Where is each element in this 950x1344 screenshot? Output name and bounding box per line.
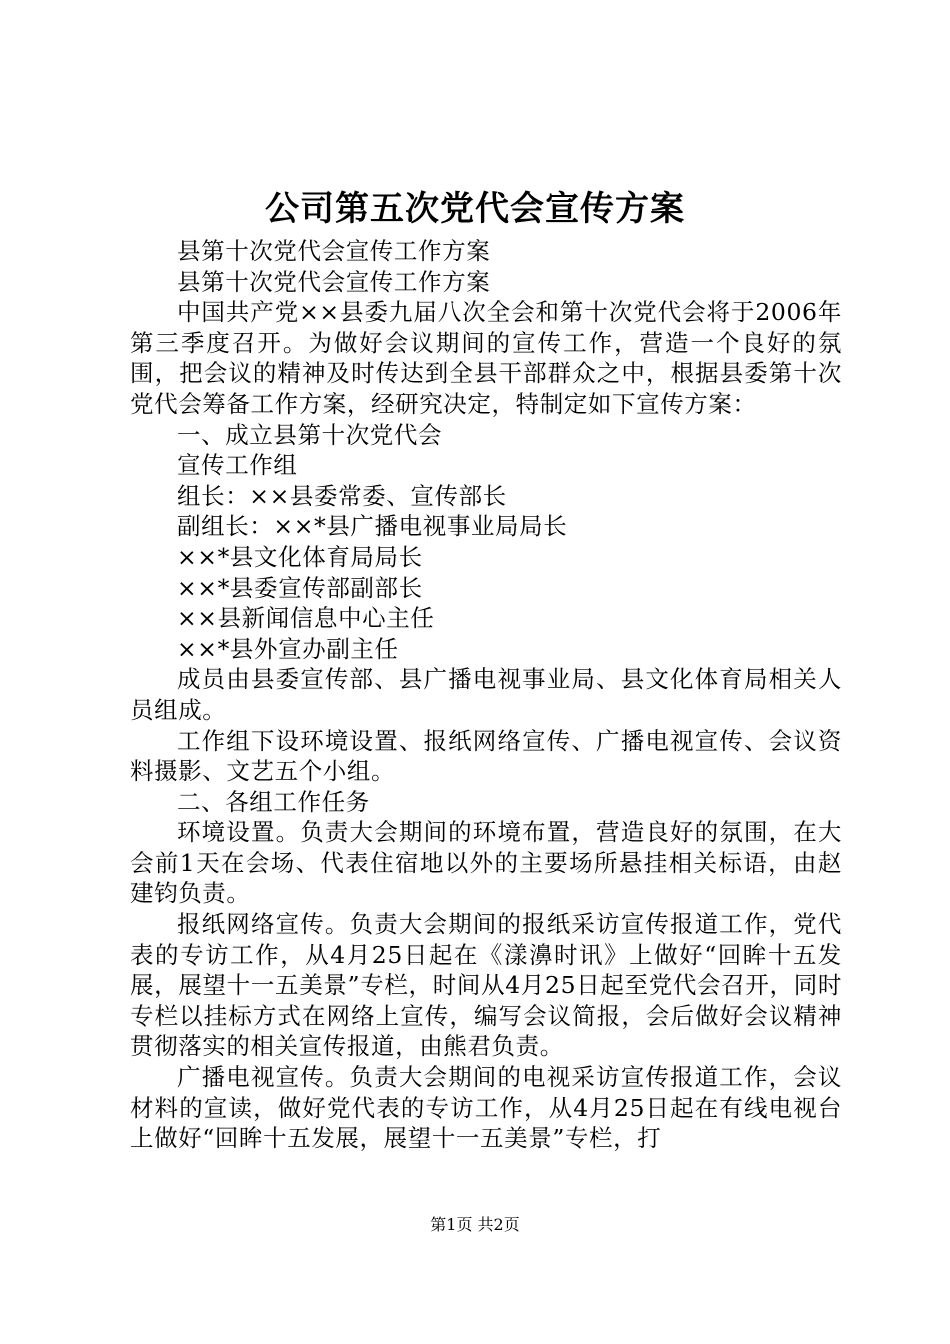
list-item: ××县新闻信息中心主任	[177, 604, 435, 633]
paragraph: 中国共产党××县委九届八次全会和第十次党代会将于2006年第三季度召开。为做好会议期间的宣传工作，营造一个良好的氛围，把会议的精神及时传达到全县干部群众之中，根据县委第十次党代会筹备工作方案，经研究决定，特制定如下宣传方案：	[130, 298, 842, 418]
list-item: ××*县文化体育局局长	[177, 542, 423, 571]
list-item: ××*县委宣传部副部长	[177, 573, 423, 602]
paragraph: 成员由县委宣传部、县广播电视事业局、县文化体育局相关人员组成。	[130, 665, 842, 724]
paragraph: 广播电视宣传。负责大会期间的电视采访宣传报道工作，会议材料的宣读，做好党代表的专访工作，从4月25日起在有线电视台上做好“回眸十五发展，展望十一五美景”专栏，打	[130, 1063, 842, 1153]
list-item: 副组长：××*县广播电视事业局局长	[177, 512, 568, 541]
document-body	[130, 236, 842, 1154]
section-heading: 二、各组工作任务	[177, 787, 370, 816]
page-footer: 第1页 共2页	[430, 1215, 520, 1234]
paragraph: 宣传工作组	[177, 451, 298, 480]
list-item: 组长：××县委常委、宣传部长	[177, 481, 507, 510]
list-item: ××*县外宣办副主任	[177, 634, 399, 663]
paragraph: 工作组下设环境设置、报纸网络宣传、广播电视宣传、会议资料摄影、文艺五个小组。	[130, 726, 842, 786]
paragraph: 县第十次党代会宣传工作方案	[177, 267, 491, 296]
paragraph: 县第十次党代会宣传工作方案	[177, 237, 491, 265]
section-heading: 一、成立县第十次党代会	[177, 420, 443, 449]
document-title: 公司第五次党代会宣传方案	[265, 189, 685, 229]
paragraph: 环境设置。负责大会期间的环境布置，营造良好的氛围，在大会前1天在会场、代表住宿地以外的主要场所悬挂相关标语，由赵建钧负责。	[130, 818, 842, 908]
paragraph: 报纸网络宣传。负责大会期间的报纸采访宣传报道工作，党代表的专访工作，从4月25日起在《漾濞时讯》上做好“回眸十五发展，展望十一五美景”专栏，时间从4月25日起至党代会召开，同时专栏以挂标方式在网络上宣传，编写会议简报，会后做好会议精神贯彻落实的相关宣传报道，由熊君负责。	[130, 910, 842, 1061]
